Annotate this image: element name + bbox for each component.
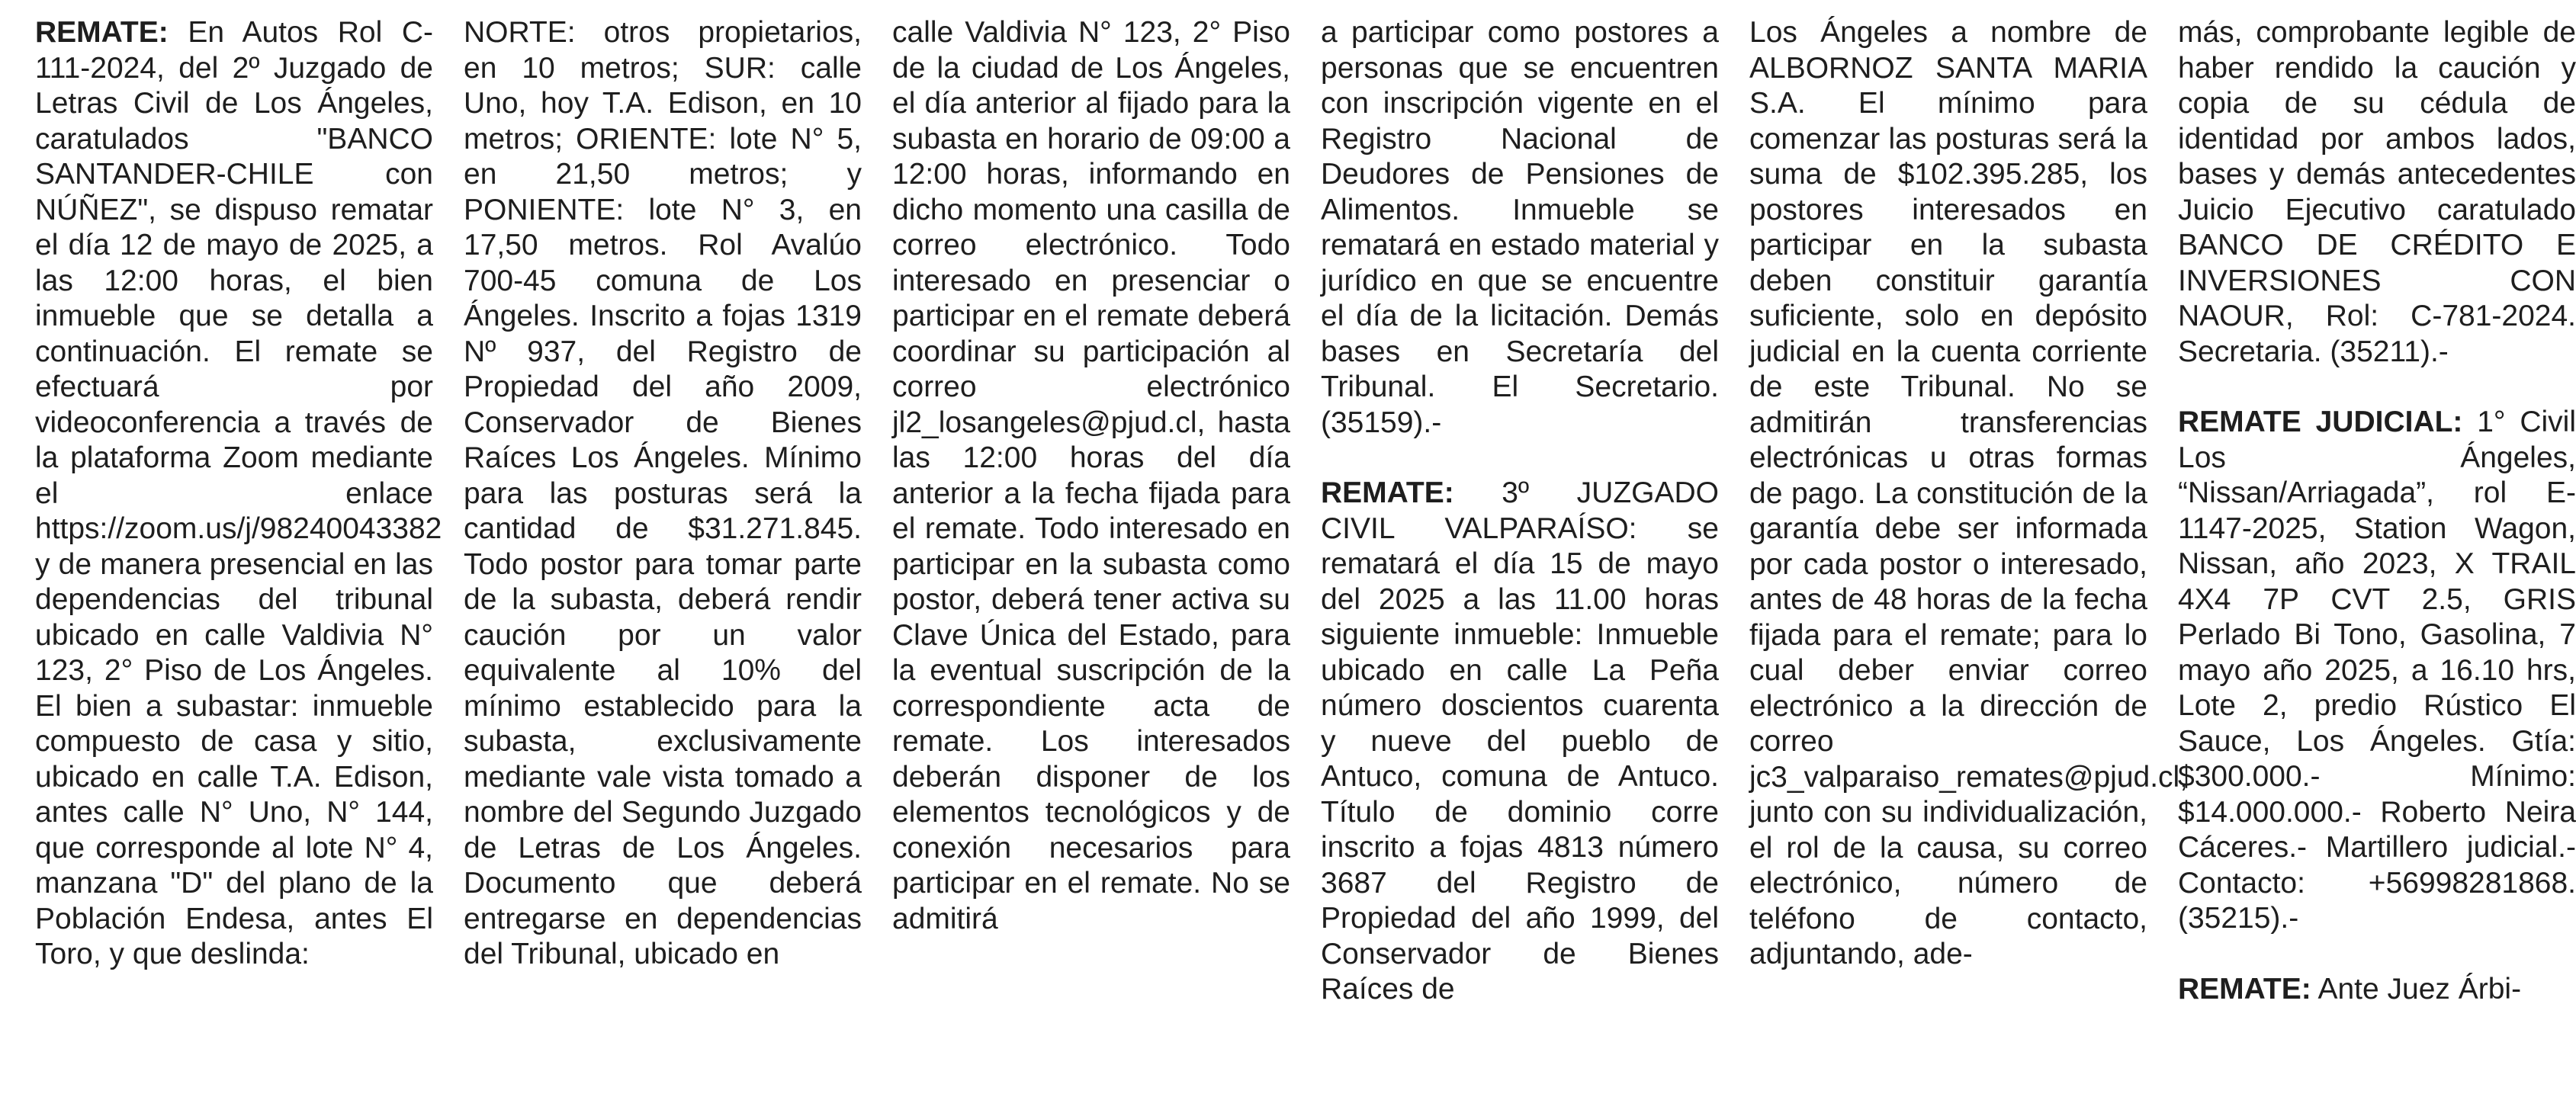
notice-heading: REMATE: [2178, 972, 2311, 1006]
column-3 [892, 15, 1290, 1098]
column-5 [1749, 15, 2189, 1098]
notice-paragraph [892, 15, 1290, 937]
notice-paragraph [2178, 15, 2576, 370]
notice-heading: REMATE JUDICIAL: [2178, 406, 2463, 438]
notice-heading: REMATE: [1321, 476, 1454, 509]
notice-paragraph [2178, 972, 2576, 1008]
notice-paragraph [2178, 405, 2576, 937]
notice-body: Los Ángeles a nombre de ALBORNOZ SANTA MARIA S.A. El mínimo para comenzar las posturas será la suma de $102.395.285, los postores interesados en participar en la subasta deben constituir garantía suficiente, solo en depósito judicial en la cuenta corriente de este Tribunal. No se admitirán transferencias electrónicas u otras formas de pago. La constitución de la garantía debe ser informada por cada postor o interesado, antes de 48 horas de la fecha fijada para el remate; para lo cual deber enviar correo electrónico a la dirección de correo jc3_valparaiso_remates@pjud.cl, junto con su individualización, el rol de la causa, su correo electrónico, número de teléfono de contacto, adjuntando, ade- [1749, 16, 2189, 970]
notice-heading: REMATE: [35, 16, 169, 49]
notice-body: calle Valdivia N° 123, 2° Piso de la ciudad de Los Ángeles, el día anterior al fijado para la subasta en horario de 09:00 a 12:00 horas, informando en dicho momento una casilla de correo electrónico. Todo interesado en presenciar o participar en el remate deberá coordinar su participación al correo electrónico jl2_losangeles@pjud.cl, hasta las 12:00 horas del día anterior a la fecha fijada para el remate. Todo interesado en participar en la subasta como postor, deberá tener activa su Clave Única del Estado, para la eventual suscripción de la correspondiente acta de remate. Los interesados deberán disponer de los elementos tecnológicos y de conexión necesarios para participar en el remate. No se admitirá [892, 16, 1290, 935]
column-4 [1321, 15, 1719, 1098]
notice-body: 1° Civil Los Ángeles, “Nissan/Arriagada”, rol E-1147-2025, Station Wagon, Nissan, año 2023, X TRAIL 4X4 7P CVT 2.5, GRIS Perlado Bi Tono, Gasolina, 7 mayo año 2025, a 16.10 hrs, Lote 2, predio Rústico El Sauce, Los Ángeles. Gtía: $300.000.- Mínimo: $14.000.000.- Roberto Neira Cáceres.- Martillero judicial.- Contacto: +56998281868. (35215).- [2178, 406, 2576, 935]
column-1 [35, 15, 442, 1098]
notice-body: En Autos Rol C-111-2024, del 2º Juzgado de Letras Civil de Los Ángeles, caratulados "BANCO SANTANDER-CHILE con NÚÑEZ", se dispuso rematar el día 12 de mayo de 2025, a las 12:00 horas, el bien inmueble que se detalla a continuación. El remate se efectuará por videoconferencia a través de la plataforma Zoom mediante el enlace https://zoom.us/j/98240043382 y de manera presencial en las dependencias del tribunal ubicado en calle Valdivia N° 123, 2° Piso de Los Ángeles. El bien a subastar: inmueble compuesto de casa y sitio, ubicado en calle T.A. Edison, antes calle N° Uno, N° 144, que corresponde al lote N° 4, manzana "D" del plano de la Población Endesa, antes El Toro, y que deslinda: [35, 16, 442, 970]
notice-paragraph [35, 15, 442, 973]
column-2 [464, 15, 862, 1098]
notice-body: Ante Juez Árbi- [2311, 972, 2522, 1006]
notice-paragraph [1321, 15, 1719, 441]
notice-body: más, comprobante legible de haber rendido la caución y copia de su cédula de identidad por ambos lados, bases y demás antecedentes Juicio Ejecutivo caratulado BANCO DE CRÉDITO E INVERSIONES CON NAOUR, Rol: C-781-2024. Secretaria. (35211).- [2178, 16, 2576, 368]
column-6 [2178, 15, 2576, 1098]
notice-body: 3º JUZGADO CIVIL VALPARAÍSO: se rematará el día 15 de mayo del 2025 a las 11.00 horas siguiente inmueble: Inmueble ubicado en calle La Peña número doscientos cuarenta y nueve del pueblo de Antuco, comuna de Antuco. Título de dominio corre inscrito a fojas 4813 número 3687 del Registro de Propiedad del año 1999, del Conservador de Bienes Raíces de [1321, 476, 1719, 1006]
notice-body: NORTE: otros propietarios, en 10 metros; SUR: calle Uno, hoy T.A. Edison, en 10 metros; ORIENTE: lote N° 5, en 21,50 metros; y PONIENTE: lote N° 3, en 17,50 metros. Rol Avalúo 700-45 comuna de Los Ángeles. Inscrito a fojas 1319 Nº 937, del Registro de Propiedad del año 2009, Conservador de Bienes Raíces Los Ángeles. Mínimo para las posturas será la cantidad de $31.271.845. Todo postor para tomar parte de la subasta, deberá rendir caución por un valor equivalente al 10% del mínimo establecido para la subasta, exclusivamente mediante vale vista tomado a nombre del Segundo Juzgado de Letras de Los Ángeles. Documento que deberá entregarse en dependencias del Tribunal, ubicado en [464, 16, 862, 970]
notice-paragraph [1749, 15, 2189, 973]
notice-paragraph [464, 15, 862, 973]
notice-body: a participar como postores a personas que se encuentren con inscripción vigente en el Registro Nacional de Deudores de Pensiones de Alimentos. Inmueble se rematará en estado material y jurídico en que se encuentre el día de la licitación. Demás bases en Secretaría del Tribunal. El Secretario. (35159).- [1321, 16, 1719, 439]
notice-paragraph [1321, 476, 1719, 1008]
